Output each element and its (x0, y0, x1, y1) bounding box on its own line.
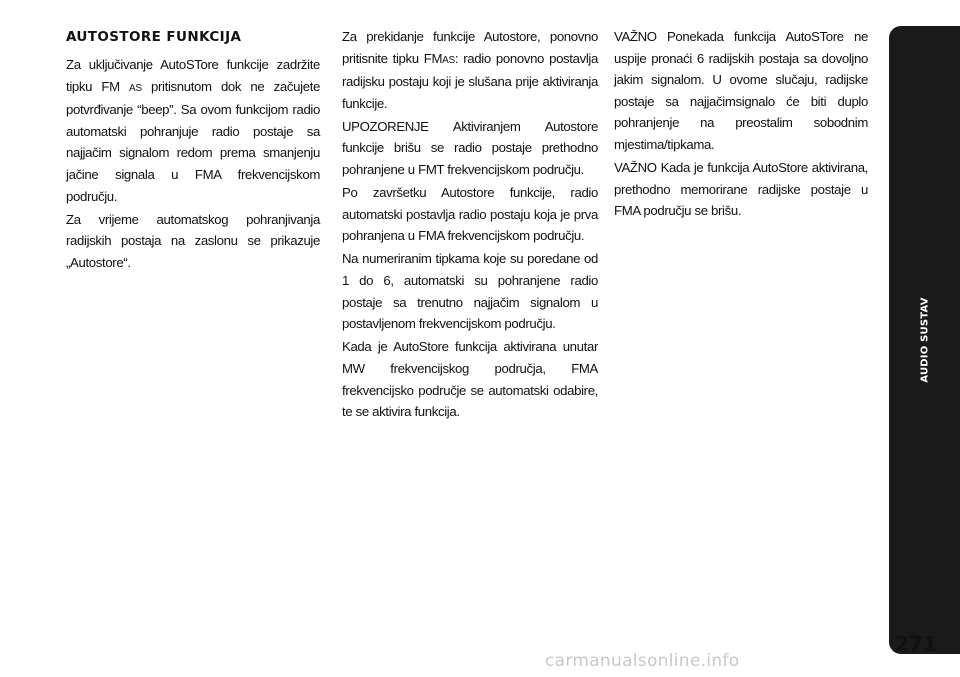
paragraph-autostore-display: Za vrijeme automatskog pohranjivanja radijskih postaja na zaslonu se prikazuje „Autostore“. (66, 211, 320, 270)
column-left (66, 26, 320, 275)
text-segment: pritisnutom dok ne začujete potvrđivanje “beep”. Sa ovom funkcijom radio automatski pohranjuje radio postaje sa najjačim signalom redom prema smanjenju jačine signala u FMA frekvencijskom području. (66, 78, 320, 204)
button-label-small: AS (129, 82, 142, 94)
paragraph-warning: UPOZORENJE Aktiviranjem Autostore funkcije brišu se radio postaje prethodno pohranjene u FMT frekvencijskom području. (342, 118, 598, 178)
paragraph-important-1: VAŽNO Ponekada funkcija AutoSTore ne uspije pronaći 6 radijskih postaja sa dovoljno jakim signalom. U ovome slučaju, radijske postaje sa najjačimsignalo će biti duplo pohranjenje na preostalim sobodnim mjestima/tipkama. (614, 29, 868, 152)
paragraph-important-2: VAŽNO Kada je funkcija AutoStore aktivirana, prethodno memorirane radijske postaje u FMA području se brišu. (614, 160, 868, 219)
text-segment: Za prekidanje funkcije Autostore, ponovno pritisnite tipku FM (342, 29, 598, 66)
column-middle (342, 26, 598, 424)
chapter-label: AUDIO SUSTAV (919, 297, 930, 383)
watermark: carmanualsonline.info (545, 651, 740, 671)
column-right (614, 26, 868, 223)
button-label-small: AS (442, 54, 455, 66)
section-heading: AUTOSTORE FUNKCIJA (66, 29, 242, 45)
chapter-side-tab (889, 26, 960, 654)
paragraph-autostore-cancel (342, 26, 598, 114)
paragraph-autostore-end: Po završetku Autostore funkcije, radio automatski postavlja radio postaju koja je prva pohranjena u FMA frekvencijskom području. (342, 185, 598, 244)
paragraph-preset-buttons: Na numeriranim tipkama koje su poredane od 1 do 6, automatski su pohranjene radio postaje sa trenutno najjačim signalom u postavljenom frekvencijskom području. (342, 251, 598, 332)
text-segment: : radio ponovno postavlja radijsku postaju koji je slušana prije aktiviranja funkcije. (342, 50, 598, 111)
paragraph-autostore-activation (66, 54, 320, 207)
page-number: 271 (895, 632, 937, 656)
text-segment: Za uključivanje AutoSTore funkcije zadržite tipku FM (66, 57, 320, 94)
paragraph-mw-band: Kada je AutoStore funkcija aktivirana unutar MW frekvencijskog područja, FMA frekvencijsko područje se automatski odabire, te se aktivira funkcija. (342, 339, 598, 420)
